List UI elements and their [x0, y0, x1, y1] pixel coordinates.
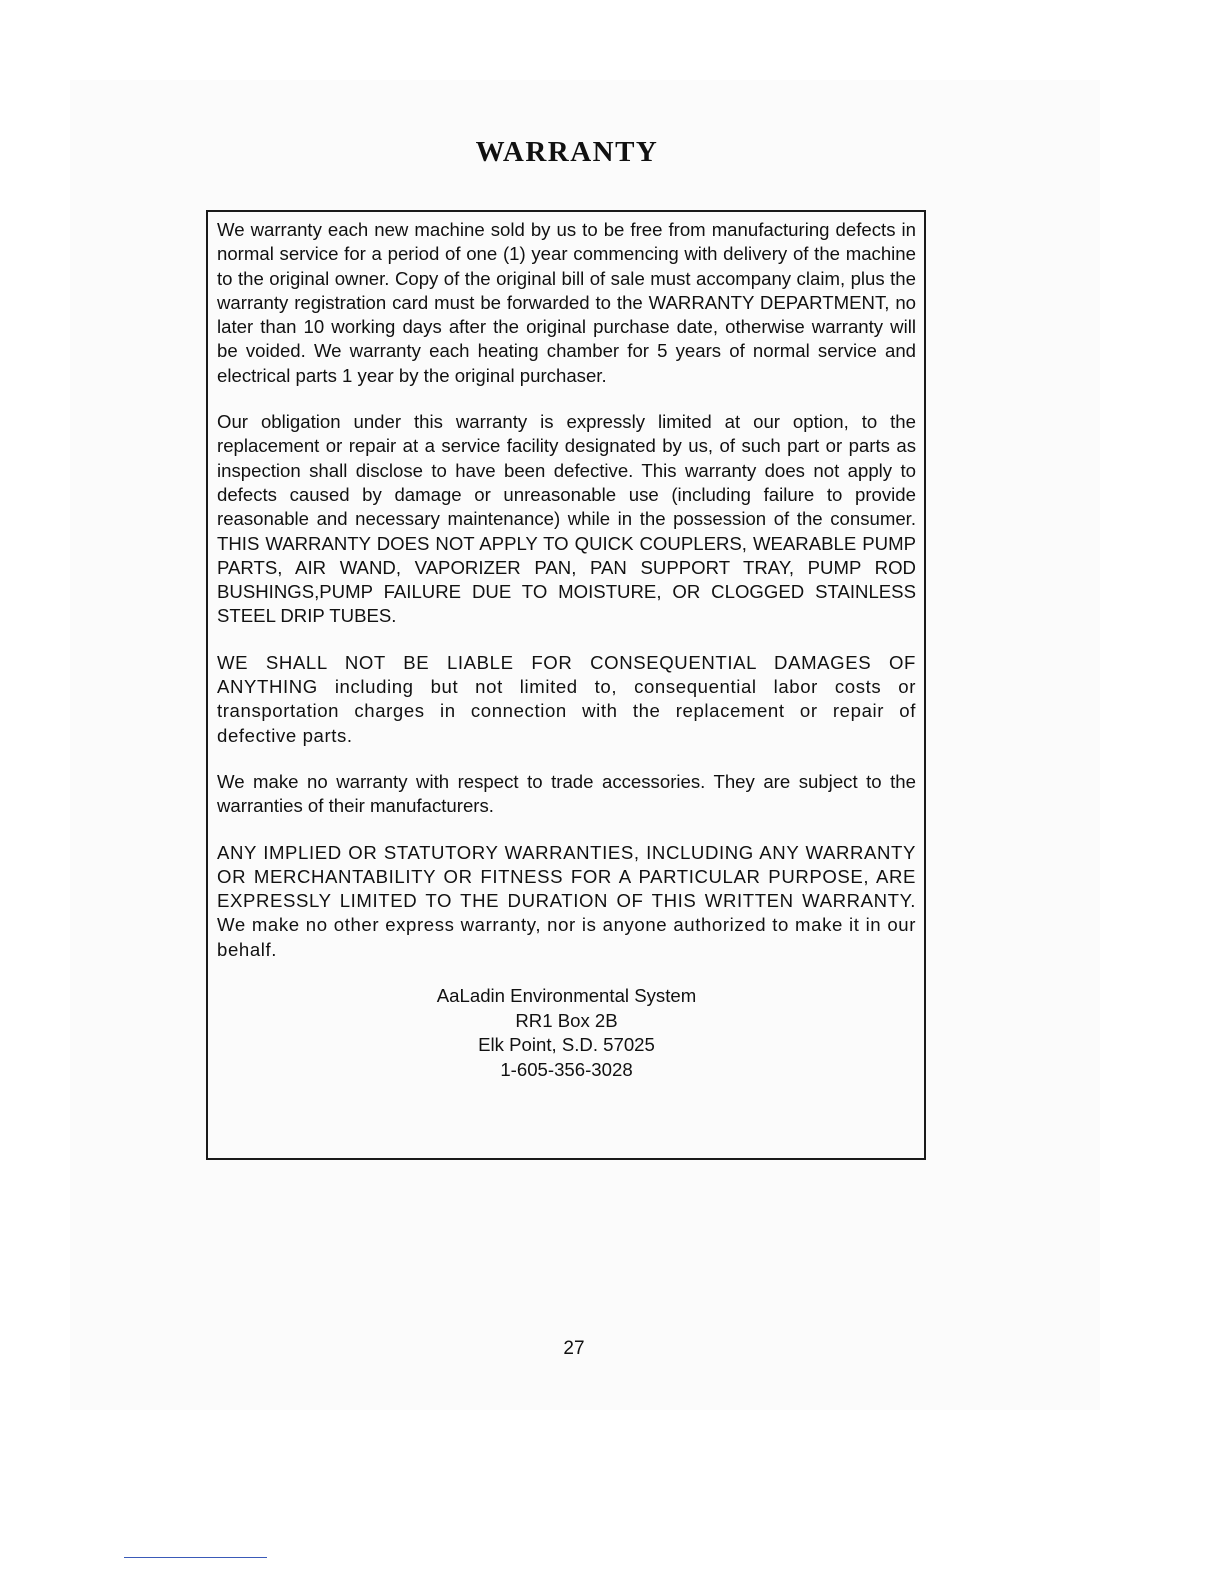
- warranty-box: [206, 210, 926, 1160]
- company-name: AaLadin Environmental System: [436, 985, 697, 1007]
- warranty-paragraph-accessories: We make no warranty with respect to trade accessories. They are subject to the warranties of their manufacturers.: [217, 770, 916, 817]
- warranty-paragraph-liability: WE SHALL NOT BE LIABLE FOR CONSEQUENTIAL DAMAGES OF ANYTHING including but not limited to, consequential labor costs or transportation charges in connection with the replacement or repair of defective parts.: [217, 651, 916, 746]
- page-number: 27: [563, 1338, 585, 1359]
- warranty-paragraph-implied: ANY IMPLIED OR STATUTORY WARRANTIES, INCLUDING ANY WARRANTY OR MERCHANTABILITY OR FITNESS FOR A PARTICULAR PURPOSE, ARE EXPRESSLY LIMITED TO THE DURATION OF THIS WRITTEN WARRANTY. We make no other express warranty, nor is anyone authorized to make it in our behalf.: [217, 841, 916, 960]
- warranty-paragraph-obligation: Our obligation under this warranty is expressly limited at our option, to the replacement or repair at a service facility designated by us, of such part or parts as inspection shall disclose to have been defective. This warranty does not apply to defects caused by damage or unreasonable use (including failure to provide reasonable and necessary maintenance) while in the possession of the consumer. THIS WARRANTY DOES NOT APPLY TO QUICK COUPLERS, WEARABLE PUMP PARTS, AIR WAND, VAPORIZER PAN, PAN SUPPORT TRAY, PUMP ROD BUSHINGS,PUMP FAILURE DUE TO MOISTURE, OR CLOGGED STAINLESS STEEL DRIP TUBES.: [217, 411, 916, 627]
- address-street: RR1 Box 2B: [515, 1009, 618, 1031]
- company-address: [217, 984, 916, 1082]
- address-city: Elk Point, S.D. 57025: [478, 1034, 655, 1056]
- warranty-paragraph-coverage: We warranty each new machine sold by us to be free from manufacturing defects in normal service for a period of one (1) year commencing with delivery of the machine to the original owner. Copy of the original bill of sale must accompany claim, plus the warranty registration card must be forwarded to the WARRANTY DEPARTMENT, no later than 10 working days after the original purchase date, otherwise warranty will be voided. We warranty each heating chamber for 5 years of normal service and electrical parts 1 year by the original purchaser.: [217, 219, 916, 386]
- page-title: WARRANTY: [475, 136, 659, 168]
- company-phone: 1-605-356-3028: [500, 1058, 633, 1080]
- footer-rule: [124, 1557, 267, 1558]
